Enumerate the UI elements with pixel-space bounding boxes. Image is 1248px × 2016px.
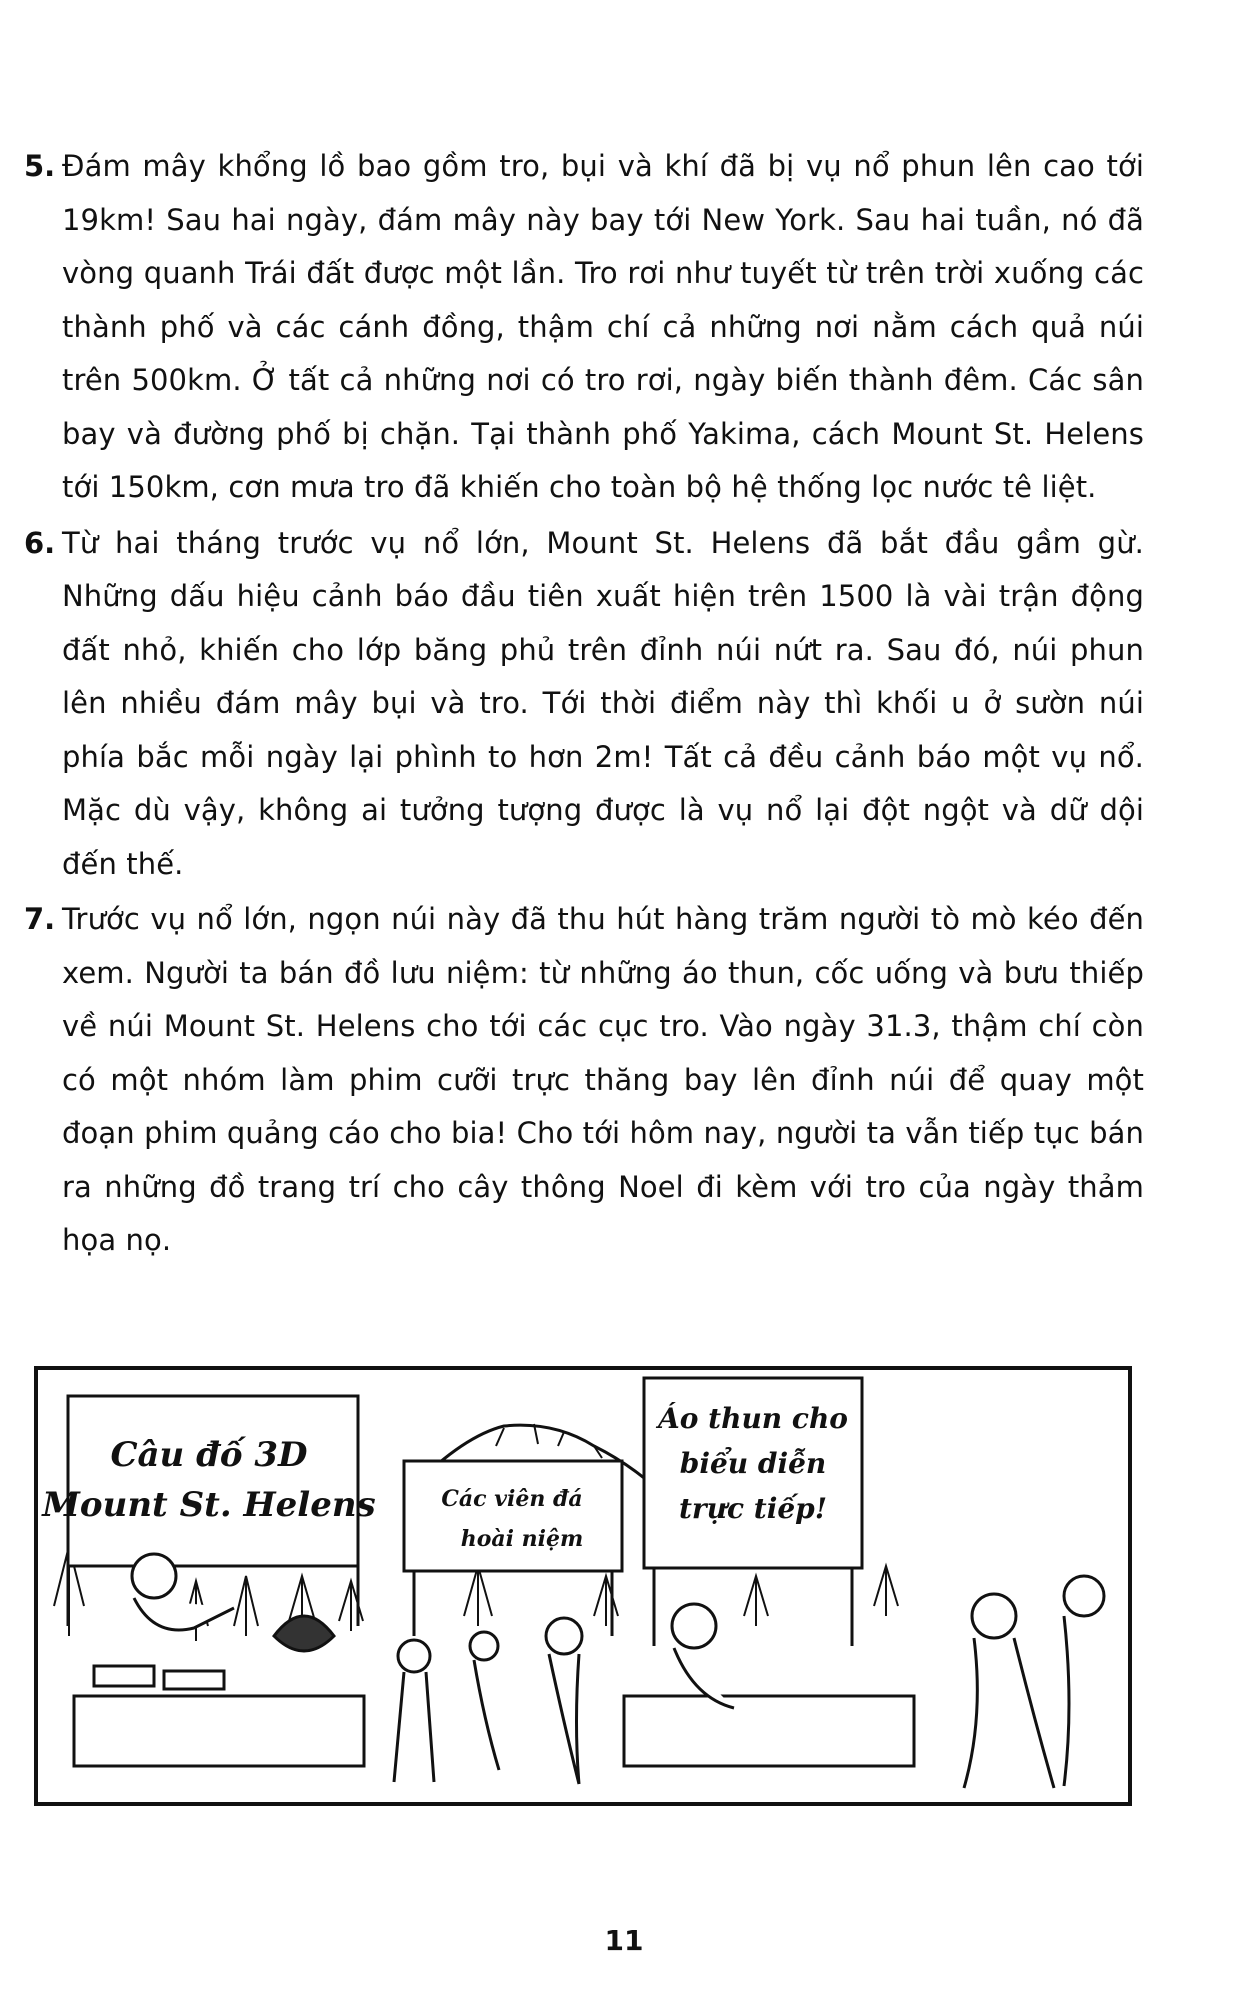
sign-middle-line-1: Các viên đá xyxy=(441,1486,583,1512)
list-item-5 xyxy=(24,140,1144,515)
sign-right-line-2: biểu diễn xyxy=(679,1447,827,1480)
article-text xyxy=(24,140,1144,1270)
list-item-7 xyxy=(24,893,1144,1268)
souvenir-stand-cartoon xyxy=(34,1366,1132,1806)
sign-left-line-1: Câu đố 3D xyxy=(110,1435,308,1475)
item-paragraph: Đám mây khổng lồ bao gồm tro, bụi và khí đã bị vụ nổ phun lên cao tới 19km! Sau hai ngày, đám mây này bay tới New York. Sau hai tuần, nó đã vòng quanh Trái đất được một lần. Tro rơi như tuyết từ trên trời xuống các thành phố và các cánh đồng, thậm chí cả những nơi nằm cách quả núi trên 500km. Ở tất cả những nơi có tro rơi, ngày biến thành đêm. Các sân bay và đường phố bị chặn. Tại thành phố Yakima, cách Mount St. Helens tới 150km, cơn mưa tro đã khiến cho toàn bộ hệ thống lọc nước tê liệt. xyxy=(62,149,1144,504)
page-number: 11 xyxy=(604,1924,644,1957)
item-paragraph: Từ hai tháng trước vụ nổ lớn, Mount St. Helens đã bắt đầu gầm gừ. Những dấu hiệu cảnh báo đầu tiên xuất hiện trên 1500 là vài trận động đất nhỏ, khiến cho lớp băng phủ trên đỉnh núi nứt ra. Sau đó, núi phun lên nhiều đám mây bụi và tro. Tới thời điểm này thì khối u ở sườn núi phía bắc mỗi ngày lại phình to hơn 2m! Tất cả đều cảnh báo một vụ nổ. Mặc dù vậy, không ai tưởng tượng được là vụ nổ lại đột ngột và dữ dội đến thế. xyxy=(62,525,1144,881)
item-paragraph: Trước vụ nổ lớn, ngọn núi này đã thu hút hàng trăm người tò mò kéo đến xem. Người ta bán đồ lưu niệm: từ những áo thun, cốc uống và bưu thiếp về núi Mount St. Helens cho tới các cục tro. Vào ngày 31.3, thậm chí còn có một nhóm làm phim cưỡi trực thăng bay lên đỉnh núi để quay một đoạn phim quảng cáo cho bia! Cho tới hôm nay, người ta vẫn tiếp tục bán ra những đồ trang trí cho cây thông Noel đi kèm với tro của ngày thảm họa nọ. xyxy=(62,902,1144,1257)
sign-right-line-3: trực tiếp! xyxy=(678,1492,828,1525)
item-number: 6. xyxy=(24,525,56,560)
list-item-6 xyxy=(24,517,1144,892)
sign-left-line-2: Mount St. Helens xyxy=(42,1485,376,1525)
item-number: 7. xyxy=(24,902,56,936)
sign-right-line-1: Áo thun cho xyxy=(658,1402,848,1435)
sign-middle-line-2: hoài niệm xyxy=(460,1526,584,1552)
item-number: 5. xyxy=(24,149,56,183)
